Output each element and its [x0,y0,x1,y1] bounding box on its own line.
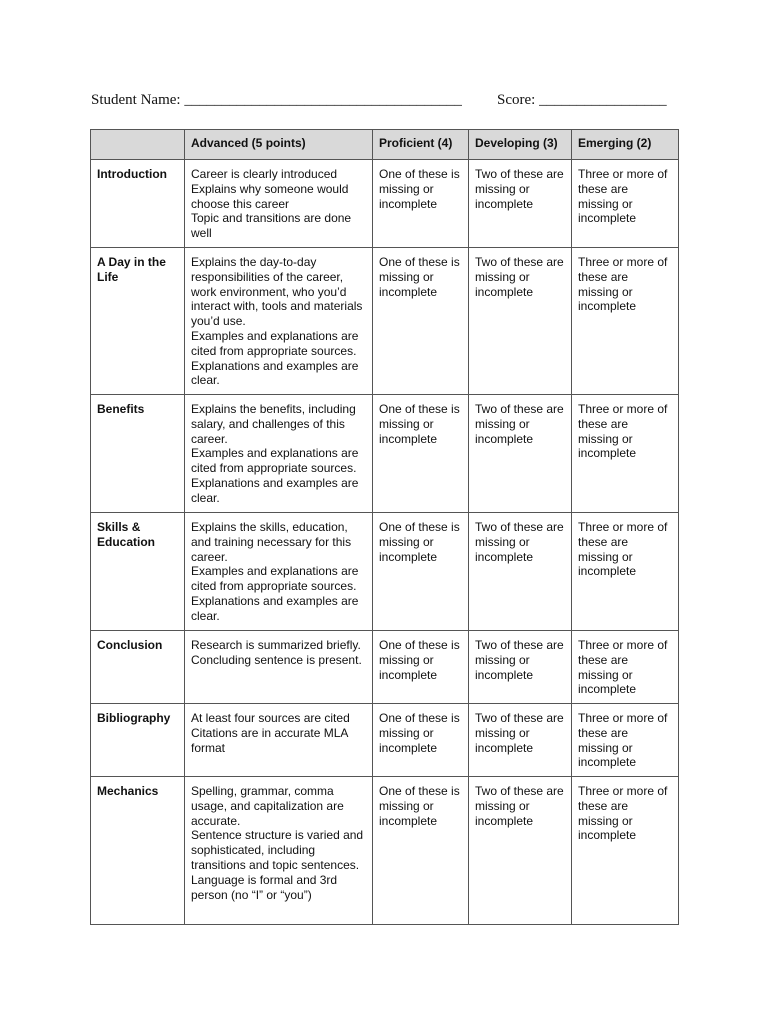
criterion-line: Explains the day-to-day responsibilities of the career, work environment, who you’d interact with, tools and materials you’d use. [191,255,363,329]
criterion-line: Language is formal and 3rd person (no “I” or “you”) [191,872,338,902]
criterion-line: Examples and explanations are cited from appropriate sources. [191,328,359,358]
proficient-cell: One of these is missing or incomplete [373,513,469,631]
criterion-line: Explanations and examples are clear. [191,593,359,623]
developing-cell: Two of these are missing or incomplete [469,160,572,248]
row-category: Introduction [91,160,185,248]
proficient-cell: One of these is missing or incomplete [373,160,469,248]
criterion-line: Examples and explanations are cited from appropriate sources. [191,564,359,594]
criterion-line: Sentence structure is varied and sophisticated, including transitions and topic sentences. [191,828,364,872]
criterion-line: Concluding sentence is present. [191,652,362,667]
row-category: Mechanics [91,777,185,925]
row-category: Skills & Education [91,513,185,631]
advanced-criteria-cell [185,631,373,704]
criterion-line: Citations are in accurate MLA format [191,725,348,755]
table-row [91,777,679,925]
criterion-line: Explains the benefits, including salary, and challenges of this career. [191,402,356,446]
advanced-criteria-cell [185,248,373,395]
header-line [91,92,691,109]
criterion-line: At least four sources are cited [191,711,350,725]
criterion-line: Explains why someone would choose this career [191,181,349,211]
score-field: Score: _________________ [497,92,667,108]
rubric-table [90,129,679,925]
emerging-cell: Three or more of these are missing or incomplete [572,513,679,631]
column-header-emerging: Emerging (2) [572,130,679,160]
emerging-cell: Three or more of these are missing or incomplete [572,395,679,513]
criterion-line: Examples and explanations are cited from appropriate sources. [191,446,359,476]
proficient-cell: One of these is missing or incomplete [373,395,469,513]
criterion-line: Research is summarized briefly. [191,638,361,652]
column-header-proficient: Proficient (4) [373,130,469,160]
advanced-criteria-cell [185,704,373,777]
emerging-cell: Three or more of these are missing or incomplete [572,160,679,248]
developing-cell: Two of these are missing or incomplete [469,513,572,631]
table-row [91,704,679,777]
table-row [91,248,679,395]
criterion-line: Explains the skills, education, and training necessary for this career. [191,520,352,564]
developing-cell: Two of these are missing or incomplete [469,248,572,395]
developing-cell: Two of these are missing or incomplete [469,631,572,704]
emerging-cell: Three or more of these are missing or incomplete [572,248,679,395]
row-category: Bibliography [91,704,185,777]
developing-cell: Two of these are missing or incomplete [469,395,572,513]
proficient-cell: One of these is missing or incomplete [373,704,469,777]
header-row [91,130,679,160]
proficient-cell: One of these is missing or incomplete [373,777,469,925]
developing-cell: Two of these are missing or incomplete [469,704,572,777]
table-row [91,513,679,631]
criterion-line: Explanations and examples are clear. [191,475,359,505]
row-category: Benefits [91,395,185,513]
criterion-line: Spelling, grammar, comma usage, and capitalization are accurate. [191,784,344,828]
row-category: Conclusion [91,631,185,704]
criterion-line: Career is clearly introduced [191,167,338,181]
corner-cell [91,130,185,160]
emerging-cell: Three or more of these are missing or incomplete [572,777,679,925]
emerging-cell: Three or more of these are missing or incomplete [572,704,679,777]
table-row [91,631,679,704]
student-name-field: Student Name: _____________________________________ [91,92,462,108]
criterion-line: Explanations and examples are clear. [191,358,359,388]
advanced-criteria-cell [185,777,373,925]
column-header-developing: Developing (3) [469,130,572,160]
emerging-cell: Three or more of these are missing or incomplete [572,631,679,704]
table-row [91,395,679,513]
advanced-criteria-cell [185,395,373,513]
advanced-criteria-cell [185,160,373,248]
row-category: A Day in the Life [91,248,185,395]
proficient-cell: One of these is missing or incomplete [373,248,469,395]
developing-cell: Two of these are missing or incomplete [469,777,572,925]
proficient-cell: One of these is missing or incomplete [373,631,469,704]
advanced-criteria-cell [185,513,373,631]
table-row [91,160,679,248]
column-header-advanced: Advanced (5 points) [185,130,373,160]
rubric-body [91,160,679,925]
criterion-line: Topic and transitions are done well [191,211,352,241]
